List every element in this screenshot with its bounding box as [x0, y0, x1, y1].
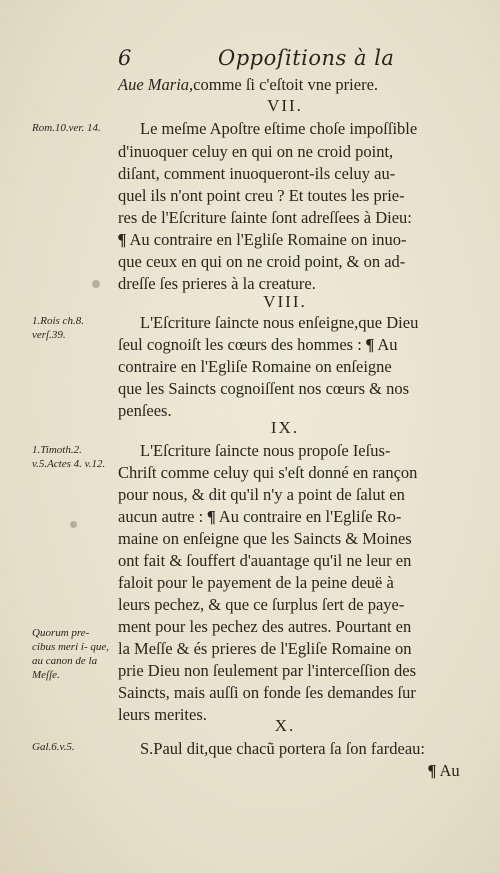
text-line: d'inuoquer celuy en qui on ne croid point, — [118, 142, 394, 161]
margin-note: Rom.10.ver. 14. — [32, 122, 101, 134]
text-line: leurs pechez, & que ce ſurplus ſert de paye- — [118, 595, 405, 614]
text-line: ment pour les pechez des autres. Pourtant en — [118, 617, 412, 636]
text-line: ont fait & ſouffert d'auantage qu'il ne leur en — [118, 551, 412, 570]
line-text: Au contraire en l'Egliſe Romaine on inuo- — [126, 230, 407, 249]
text-line: que les Saincts cognoiſſent nos cœurs & nos — [118, 379, 410, 398]
margin-note: Quorum pre- cibus meri ỉ- que, au canon de la Meſſe. — [32, 627, 109, 681]
text-line: Chriſt comme celuy qui s'eſt donné en rançon — [118, 463, 418, 482]
text-line: faloit pour le payement de la peine deuë à — [118, 573, 394, 592]
text-line: dreſſe ſes prieres à la creature. — [118, 274, 316, 293]
italic-phrase: Aue Maria, — [118, 75, 194, 94]
section-number: VIII. — [263, 292, 307, 311]
text-line — [118, 229, 472, 251]
text-line: diſant, comment inuoqueront-ils celuy au- — [118, 164, 396, 183]
section-number: VII. — [267, 96, 303, 115]
line-text: ſeul cognoiſt les cœurs des hommes : — [118, 335, 362, 354]
line-text: aucun autre : — [118, 507, 204, 526]
line-text: comme ſi c'eſtoit vne priere. — [193, 75, 379, 94]
text-line: L'Eſcriture ſaincte nous propoſe Ieſus- — [140, 441, 391, 460]
section-number: X. — [274, 716, 296, 735]
text-line: res de l'Eſcriture ſainte ſont adreſſees à Dieu: — [118, 208, 412, 227]
text-line: pour nous, & dit qu'il n'y a point de ſalut en — [118, 485, 405, 504]
margin-note: Gal.6.v.5. — [32, 741, 75, 753]
ink-smudge — [92, 280, 100, 288]
pilcrow-icon: ¶ — [361, 335, 375, 354]
text-line — [118, 334, 472, 356]
text-line — [118, 74, 472, 96]
text-line: penſees. — [118, 401, 172, 420]
line-text: Au — [374, 335, 398, 354]
text-line — [428, 760, 478, 782]
pilcrow-icon: ¶ — [203, 507, 216, 526]
pilcrow-icon: ¶ — [118, 230, 127, 249]
text-line: Le meſme Apoſtre eſtime choſe impoſſible — [140, 119, 418, 138]
text-line: Saincts, mais auſſi on fonde ſes demandes ſur — [118, 683, 416, 702]
running-title: Oppoſitions à la — [218, 46, 395, 70]
text-line: leurs merites. — [118, 705, 207, 724]
text-line: la Meſſe & és prieres de l'Egliſe Romaine on — [118, 639, 412, 658]
margin-note: 1.Rois ch.8. verſ.39. — [32, 315, 84, 341]
text-line: que ceux en qui on ne croid point, & on ad- — [118, 252, 406, 271]
text-line: L'Eſcriture ſaincte nous enſeigne,que Dieu — [140, 313, 419, 332]
page-number: 6 — [118, 46, 132, 70]
text-line: contraire en l'Egliſe Romaine on enſeigne — [118, 357, 392, 376]
margin-note: 1.Timoth.2. v.5.Actes 4. v.12. — [32, 444, 106, 470]
pilcrow-icon: ¶ — [428, 761, 437, 780]
text-line: prie Dieu non ſeulement par l'interceſſion des — [118, 661, 417, 680]
ink-smudge — [70, 521, 77, 528]
text-line: maine on enſeigne que les Saincts & Moines — [118, 529, 412, 548]
text-line: S.Paul dit,que chacũ portera ſa ſon fardeau: — [140, 739, 425, 758]
line-text: Au contraire en l'Egliſe Ro- — [215, 507, 402, 526]
text-line: quel ils n'ont point creu ? Et toutes les prie- — [118, 186, 405, 205]
line-text: Au — [436, 761, 460, 780]
section-number: IX. — [270, 418, 300, 437]
text-line — [118, 506, 472, 528]
